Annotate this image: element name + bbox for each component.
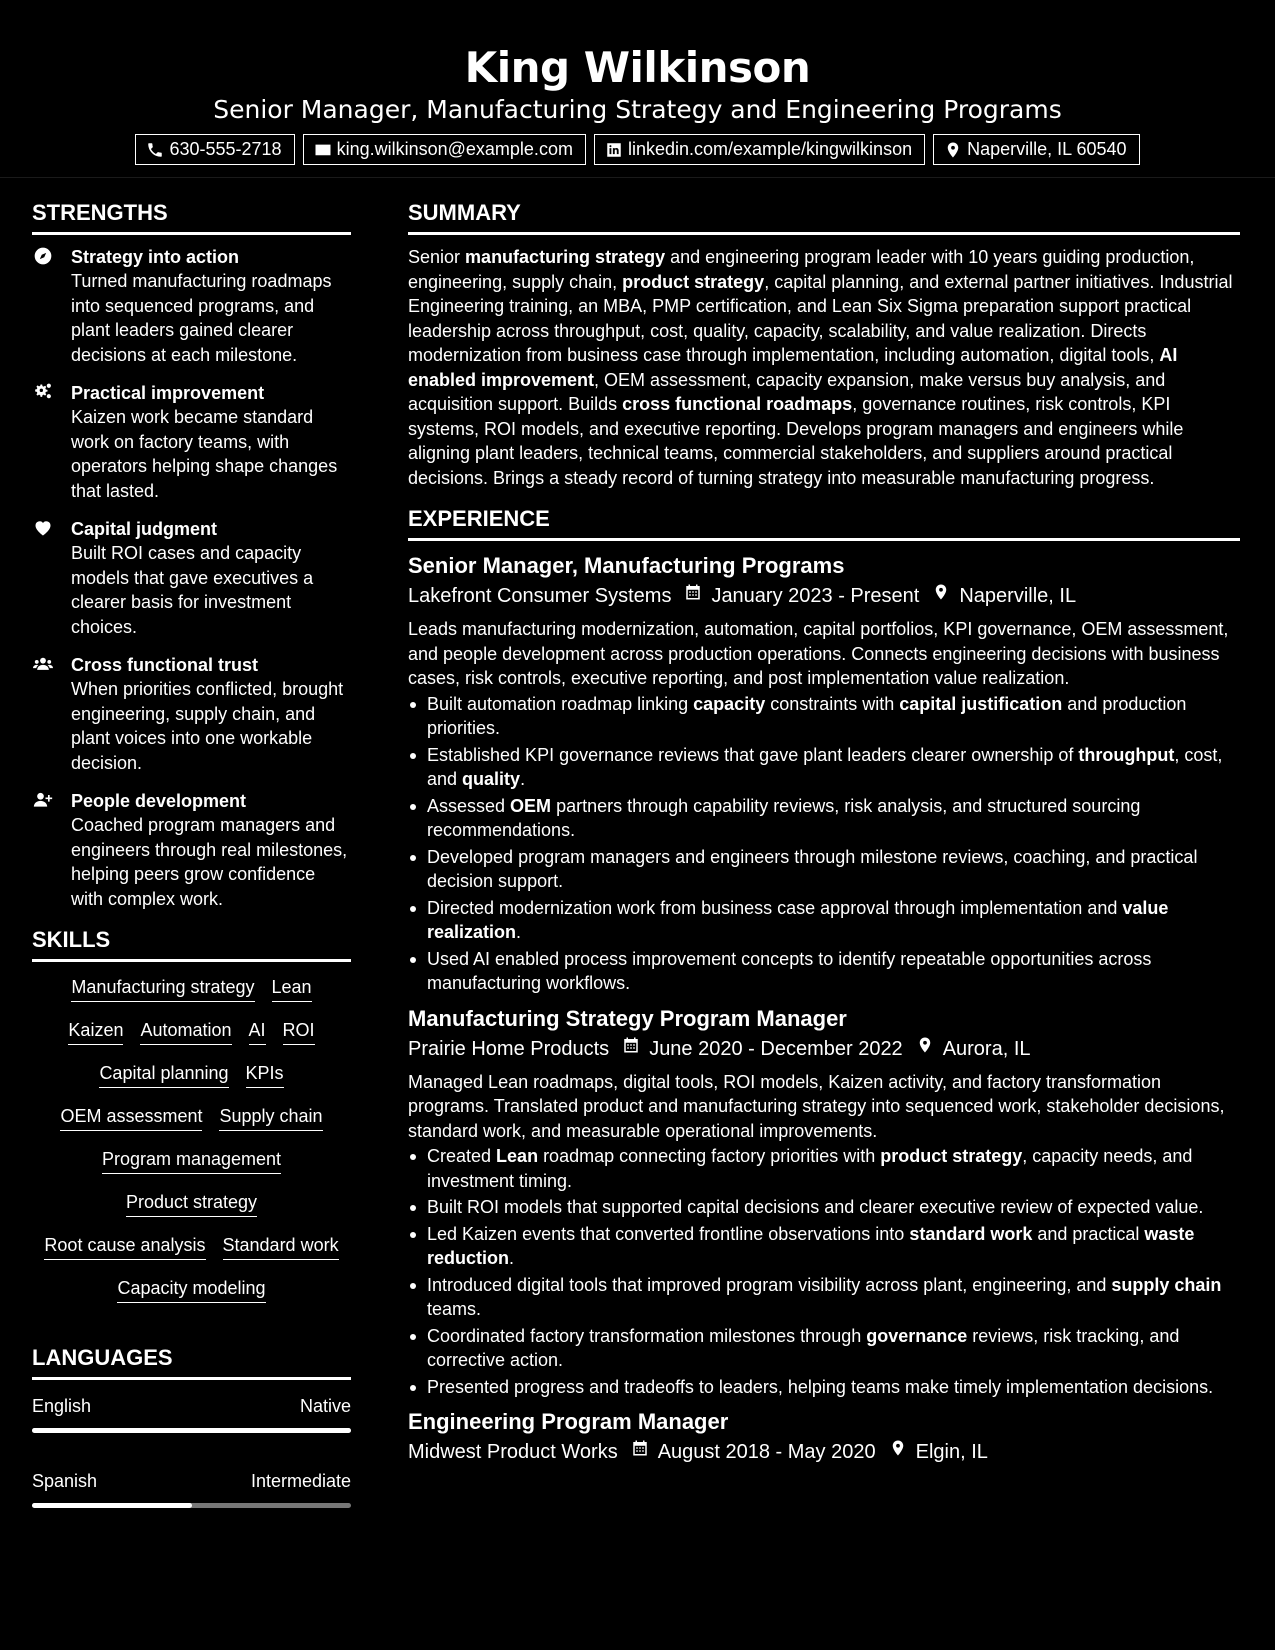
strength-desc: When priorities conflicted, brought engineering, supply chain, and plant voices into one workable decision. <box>71 679 344 773</box>
skill-tag: Capital planning <box>99 1062 228 1088</box>
job-bullet: Led Kaizen events that converted frontline observations into standard work and practical waste reduction. <box>408 1222 1240 1271</box>
strength-desc: Coached program managers and engineers through real milestones, helping peers grow confidence with complex work. <box>71 815 348 909</box>
strength-title: People development <box>71 791 247 811</box>
job-description: Leads manufacturing modernization, automation, capital portfolios, KPI governance, OEM assessment, and people development across production operations. Connects engineering decisions with business cases, risk controls, executive reporting, and post implementation value realization. <box>408 619 1229 688</box>
strength-item <box>32 381 351 503</box>
map-pin-icon <box>903 1034 943 1064</box>
job-bullet: Created Lean roadmap connecting factory priorities with product strategy, capacity needs, and investment timing. <box>408 1144 1240 1193</box>
strength-item <box>32 245 351 367</box>
skill-tag: Capacity modeling <box>117 1277 265 1303</box>
job-company: Midwest Product Works <box>408 1441 618 1463</box>
strength-desc: Turned manufacturing roadmaps into sequenced programs, and plant leaders gained clearer decisions at each milestone. <box>71 271 332 365</box>
left-column <box>32 198 351 1544</box>
job-dates: January 2023 - Present <box>711 585 920 607</box>
job-company: Lakefront Consumer Systems <box>408 585 672 607</box>
job-bullet: Developed program managers and engineers through milestone reviews, coaching, and practical decision support. <box>408 845 1240 894</box>
job-location: Aurora, IL <box>942 1037 1031 1060</box>
skill-tag: Program management <box>102 1148 281 1174</box>
language-proficiency-bar <box>32 1428 351 1433</box>
language-proficiency-fill <box>32 1503 192 1508</box>
skills-heading: SKILLS <box>32 925 351 962</box>
job-bullet: Coordinated factory transformation milestones through governance reviews, risk tracking, and corrective action. <box>408 1324 1240 1373</box>
skill-tag: OEM assessment <box>60 1105 202 1131</box>
map-pin-icon <box>876 1437 916 1467</box>
phone-icon <box>146 141 164 159</box>
job-bullet: Built ROI models that supported capital decisions and clearer executive review of expected value. <box>408 1195 1240 1220</box>
job-bullet: Built automation roadmap linking capacity constraints with capital justification and production priorities. <box>408 692 1240 741</box>
job-meta <box>408 581 1240 611</box>
right-column <box>408 198 1240 1475</box>
skill-tag: Standard work <box>223 1234 339 1260</box>
strengths-heading: STRENGTHS <box>32 198 351 235</box>
calendar-icon <box>618 1437 658 1467</box>
job-entry <box>408 1004 1240 1400</box>
job-entry <box>408 1407 1240 1467</box>
job-title: Engineering Program Manager <box>408 1409 729 1434</box>
skill-tag: ROI <box>283 1019 315 1045</box>
job-dates: August 2018 - May 2020 <box>657 1441 876 1463</box>
job-bullet: Established KPI governance reviews that gave plant leaders clearer ownership of throughput, cost, and quality. <box>408 743 1240 792</box>
heart-icon <box>32 518 56 540</box>
user-plus-icon <box>32 790 56 812</box>
strength-title: Capital judgment <box>71 519 218 539</box>
contact-email[interactable] <box>303 134 586 165</box>
job-company: Prairie Home Products <box>408 1037 610 1060</box>
job-entry <box>408 551 1240 996</box>
language-item <box>32 1394 351 1433</box>
job-bullet: Assessed OEM partners through capability reviews, risk analysis, and structured sourcing recommendations. <box>408 794 1240 843</box>
skill-tag: Product strategy <box>126 1191 257 1217</box>
language-item <box>32 1469 351 1508</box>
job-bullet: Directed modernization work from business case approval through implementation and value realization. <box>408 896 1240 945</box>
languages-heading: LANGUAGES <box>32 1343 351 1380</box>
strength-title: Practical improvement <box>71 383 265 403</box>
calendar-icon <box>671 581 711 611</box>
job-bullet: Used AI enabled process improvement concepts to identify repeatable opportunities across manufacturing workflows. <box>408 947 1240 996</box>
skill-tag: KPIs <box>246 1062 284 1088</box>
calendar-icon <box>609 1034 649 1064</box>
skill-tag: Supply chain <box>219 1105 322 1131</box>
skills-list <box>32 972 351 1303</box>
compass-icon <box>32 246 56 268</box>
resume-header <box>0 0 1275 178</box>
job-description: Managed Lean roadmaps, digital tools, ROI models, Kaizen activity, and factory transformation programs. Translated product and manufacturing strategy into sequenced work, stakeholder decisions, standard work, and measurable operational improvements. <box>408 1071 1225 1141</box>
job-bullet: Introduced digital tools that improved program visibility across plant, engineering, and supply chain teams. <box>408 1273 1240 1322</box>
candidate-title: Senior Manager, Manufacturing Strategy and Engineering Programs <box>213 95 1062 124</box>
map-pin-icon <box>919 581 959 611</box>
contact-linkedin[interactable] <box>594 134 925 165</box>
skill-tag: Kaizen <box>68 1019 123 1045</box>
strength-title: Strategy into action <box>71 247 240 267</box>
candidate-name: King Wilkinson <box>464 43 811 92</box>
contact-location[interactable] <box>933 134 1139 165</box>
contact-phone[interactable] <box>135 134 294 165</box>
language-name: Spanish <box>32 1471 98 1491</box>
strength-item <box>32 517 351 639</box>
job-title: Senior Manager, Manufacturing Programs <box>408 553 845 578</box>
contact-linkedin-text: linkedin.com/example/kingwilkinson <box>627 139 913 159</box>
experience-list <box>408 551 1240 1467</box>
job-dates: June 2020 - December 2022 <box>649 1037 903 1060</box>
summary-text: Senior manufacturing strategy and engineering program leader with 10 years guiding production, engineering, supply chain, product strategy, capital planning, and external partner initiatives. Industrial Engineering training, an MBA, PMP certification, and Lean Six Sigma preparation support practical leadership across throughput, cost, quality, capacity, scalability, and value realization. Directs modernization from business case through implementation, including automation, digital tools, AI enabled improvement, OEM assessment, capacity expansion, make versus buy analysis, and acquisition support. Builds cross functional roadmaps, governance routines, risk controls, KPI systems, ROI models, and executive reporting. Develops program managers and engineers while aligning plant leaders, technical teams, commercial stakeholders, and suppliers around practical decisions. Brings a steady record of turning strategy into measurable manufacturing progress. <box>408 247 1233 488</box>
skill-tag: Manufacturing strategy <box>71 976 254 1002</box>
language-name: English <box>32 1396 92 1416</box>
contact-phone-text: 630-555-2718 <box>169 139 282 159</box>
contact-bar <box>0 134 1275 165</box>
experience-heading: EXPERIENCE <box>408 504 1240 541</box>
linkedin-icon <box>605 141 623 159</box>
envelope-icon <box>314 141 332 159</box>
contact-email-text: king.wilkinson@example.com <box>336 139 573 159</box>
job-location: Elgin, IL <box>915 1441 988 1463</box>
job-bullets <box>408 692 1240 996</box>
language-proficiency-fill <box>32 1428 351 1433</box>
skill-tag: Root cause analysis <box>44 1234 205 1260</box>
skill-tag: AI <box>249 1019 266 1045</box>
job-bullets <box>408 1144 1240 1399</box>
strength-desc: Kaizen work became standard work on factory teams, with operators helping shape changes that lasted. <box>71 407 338 501</box>
strength-item <box>32 789 351 911</box>
summary-heading: SUMMARY <box>408 198 1240 235</box>
strength-item <box>32 653 351 775</box>
skill-tag: Lean <box>272 976 312 1002</box>
strength-title: Cross functional trust <box>71 655 259 675</box>
contact-location-text: Naperville, IL 60540 <box>967 139 1127 159</box>
job-title: Manufacturing Strategy Program Manager <box>408 1005 847 1031</box>
job-meta <box>408 1034 1240 1064</box>
language-proficiency-bar <box>32 1503 351 1508</box>
language-level: Native <box>299 1396 351 1416</box>
users-icon <box>32 654 56 676</box>
map-pin-icon <box>944 141 962 159</box>
job-meta <box>408 1437 1240 1467</box>
gears-icon <box>32 382 56 404</box>
strength-desc: Built ROI cases and capacity models that gave executives a clearer basis for investment choices. <box>71 543 314 637</box>
job-location: Naperville, IL <box>959 585 1077 607</box>
skill-tag: Automation <box>140 1019 231 1045</box>
language-level: Intermediate <box>250 1471 351 1491</box>
job-bullet: Presented progress and tradeoffs to leaders, helping teams make timely implementation decisions. <box>408 1375 1240 1400</box>
